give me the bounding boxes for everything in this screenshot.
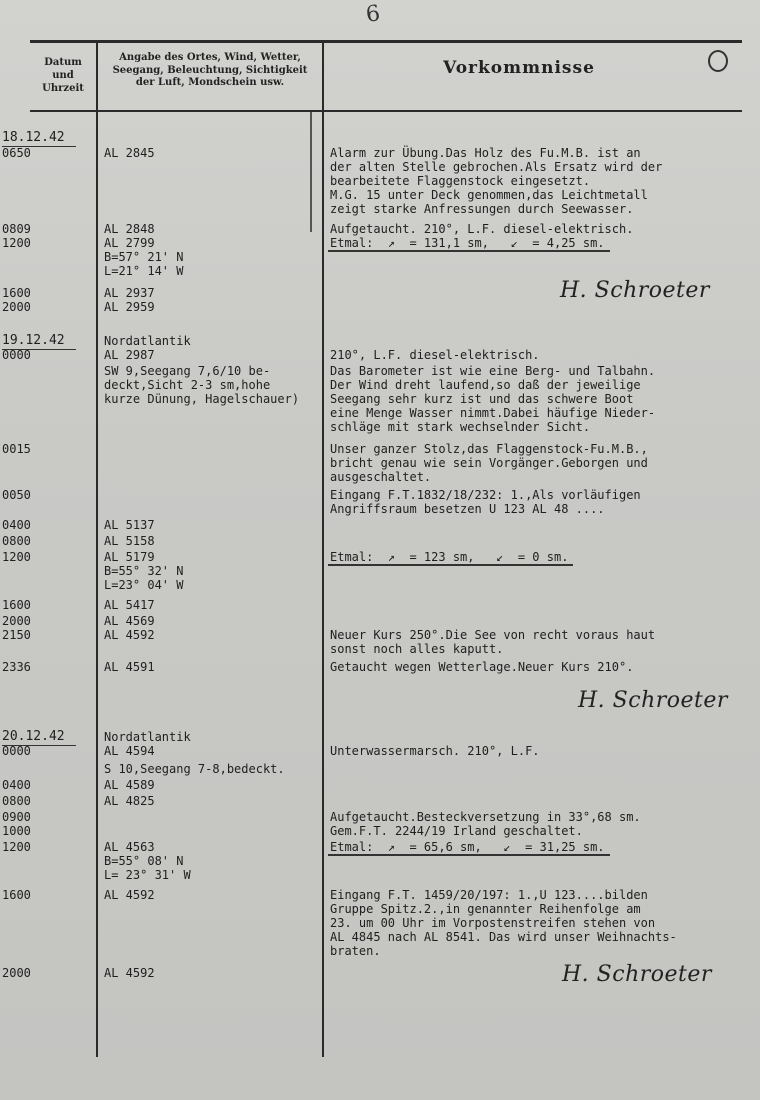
entry-time: 1000 [2,824,31,838]
entry-place: B=57° 21' N [104,250,184,264]
entry-time: 0400 [2,518,31,532]
header-bottom-rule [30,110,742,112]
entry-event: eine Menge Wasser nimmt.Dabei häufige Nieder- [330,406,656,420]
circle-marker [708,50,728,72]
entry-place: AL 2799 [104,236,155,250]
entry-event: Das Barometer ist wie eine Berg- und Talbahn. [330,364,656,378]
entry-time: 0800 [2,534,31,548]
entry-place: AL 2959 [104,300,155,314]
entry-event: Seegang sehr kurz ist und das schwere Boot [330,392,634,406]
entry-event: Getaucht wegen Wetterlage.Neuer Kurs 210°. [330,660,634,674]
entry-place: L=23° 04' W [104,578,184,592]
header-date-line: und [52,70,74,81]
entry-place: AL 5158 [104,534,155,548]
entry-time: 2150 [2,628,31,642]
entry-event: zeigt starke Anfressungen durch Seewasser. [330,202,634,216]
entry-place: Nordatlantik [104,730,191,744]
entry-event: Der Wind dreht laufend,so daß der jeweilige [330,378,641,392]
entry-event: Aufgetaucht. 210°, L.F. diesel-elektrisch. [330,222,634,236]
entry-time: 0000 [2,348,31,362]
entry-place: AL 4563 [104,840,155,854]
entry-time: 1200 [2,840,31,854]
header-place-line: Seegang, Beleuchtung, Sichtigkeit [112,64,308,76]
column-divider-place [322,42,324,1057]
entry-place: AL 4589 [104,778,155,792]
entry-event: braten. [330,944,381,958]
entry-time: 1200 [2,236,31,250]
header-top-rule [30,40,742,43]
entry-event: Etmal: ↗ = 123 sm, ↙ = 0 sm. [330,550,569,564]
entry-time: 0900 [2,810,31,824]
entry-place: AL 2848 [104,222,155,236]
entry-place: B=55° 32' N [104,564,184,578]
entry-event: 23. um 00 Uhr im Vorpostenstreifen stehen von [330,916,656,930]
entry-place: AL 4594 [104,744,155,758]
entry-event: AL 4845 nach AL 8541. Das wird unser Weihnachts- [330,930,677,944]
entry-event: Aufgetaucht.Besteckversetzung in 33°,68 sm. [330,810,641,824]
entry-time: 1600 [2,888,31,902]
entry-date: 18.12.42 [2,130,65,145]
entry-time: 0000 [2,744,31,758]
header-place-column [98,52,322,90]
entry-event: Angriffsraum besetzen U 123 AL 48 .... [330,502,605,516]
entry-time: 0050 [2,488,31,502]
entry-event: 210°, L.F. diesel-elektrisch. [330,348,540,362]
entry-place: AL 2987 [104,348,155,362]
entry-event: Unterwassermarsch. 210°, L.F. [330,744,540,758]
entry-place: AL 4592 [104,628,155,642]
entry-place: L=21° 14' W [104,264,184,278]
entry-event: schläge mit stark wechselnder Sicht. [330,420,591,434]
entry-place: S 10,Seegang 7-8,bedeckt. [104,762,285,776]
entry-event: Eingang F.T.1832/18/232: 1.,Als vorläufigen [330,488,641,502]
header-place-line: Angabe des Ortes, Wind, Wetter, [119,52,301,63]
entry-place: AL 4592 [104,888,155,902]
header-place-line: der Luft, Mondschein usw. [135,77,285,88]
signature: H. Schroeter [578,688,728,713]
etmal-underline [328,250,610,252]
entry-place: AL 4591 [104,660,155,674]
entry-event: sonst noch alles kaputt. [330,642,504,656]
entry-place: B=55° 08' N [104,854,184,868]
entry-time: 0650 [2,146,31,160]
entry-place: SW 9,Seegang 7,6/10 be- [104,364,271,378]
entry-place: deckt,Sicht 2-3 sm,hohe [104,378,271,392]
entry-time: 2000 [2,966,31,980]
etmal-underline [328,854,610,856]
entry-event: Unser ganzer Stolz,das Flaggenstock-Fu.M.B., [330,442,648,456]
entry-time: 1600 [2,598,31,612]
entry-event: bricht genau wie sein Vorgänger.Geborgen und [330,456,648,470]
entry-place: AL 5137 [104,518,155,532]
entry-event: Gem.F.T. 2244/19 Irland geschaltet. [330,824,583,838]
entry-event: M.G. 15 unter Deck genommen,das Leichtmetall [330,188,648,202]
entry-time: 2000 [2,614,31,628]
header-events-column: Vorkommnisse [443,58,595,78]
entry-time: 1200 [2,550,31,564]
entry-date: 20.12.42 [2,729,65,744]
header-date-line: Uhrzeit [42,83,84,94]
entry-place: Nordatlantik [104,334,191,348]
entry-time: 0400 [2,778,31,792]
entry-date: 19.12.42 [2,333,65,348]
entry-event: ausgeschaltet. [330,470,432,484]
column-divider-date [96,42,98,1057]
entry-place: AL 4592 [104,966,155,980]
entry-time: 0809 [2,222,31,236]
entry-time: 1600 [2,286,31,300]
entry-event: Etmal: ↗ = 65,6 sm, ↙ = 31,25 sm. [330,840,605,854]
entry-time: 0800 [2,794,31,808]
etmal-underline [328,564,573,566]
entry-event: Alarm zur Übung.Das Holz des Fu.M.B. ist an [330,146,641,160]
entry-place: AL 4569 [104,614,155,628]
entry-event: bearbeitete Flaggenstock eingesetzt. [330,174,591,188]
entry-event: Gruppe Spitz.2.,in genannter Reihenfolge am [330,902,641,916]
entry-time: 2000 [2,300,31,314]
entry-time: 2336 [2,660,31,674]
entry-place: AL 5179 [104,550,155,564]
entry-place: kurze Dünung, Hagelschauer) [104,392,300,406]
header-date-line: Datum [44,57,82,68]
signature: H. Schroeter [560,278,710,303]
entry-event: Neuer Kurs 250°.Die See von recht voraus haut [330,628,656,642]
entry-place: AL 2937 [104,286,155,300]
entry-place: AL 5417 [104,598,155,612]
entry-place: AL 4825 [104,794,155,808]
entry-place: L= 23° 31' W [104,868,191,882]
entry-event: Etmal: ↗ = 131,1 sm, ↙ = 4,25 sm. [330,236,605,250]
entry-event: der alten Stelle gebrochen.Als Ersatz wird der [330,160,663,174]
entry-place: AL 2845 [104,146,155,160]
signature: H. Schroeter [562,962,712,987]
column-divider-faint [310,112,312,232]
entry-time: 0015 [2,442,31,456]
page-number: 6 [364,1,382,28]
entry-event: Eingang F.T. 1459/20/197: 1.,U 123....bilden [330,888,648,902]
header-date-column [30,56,96,95]
